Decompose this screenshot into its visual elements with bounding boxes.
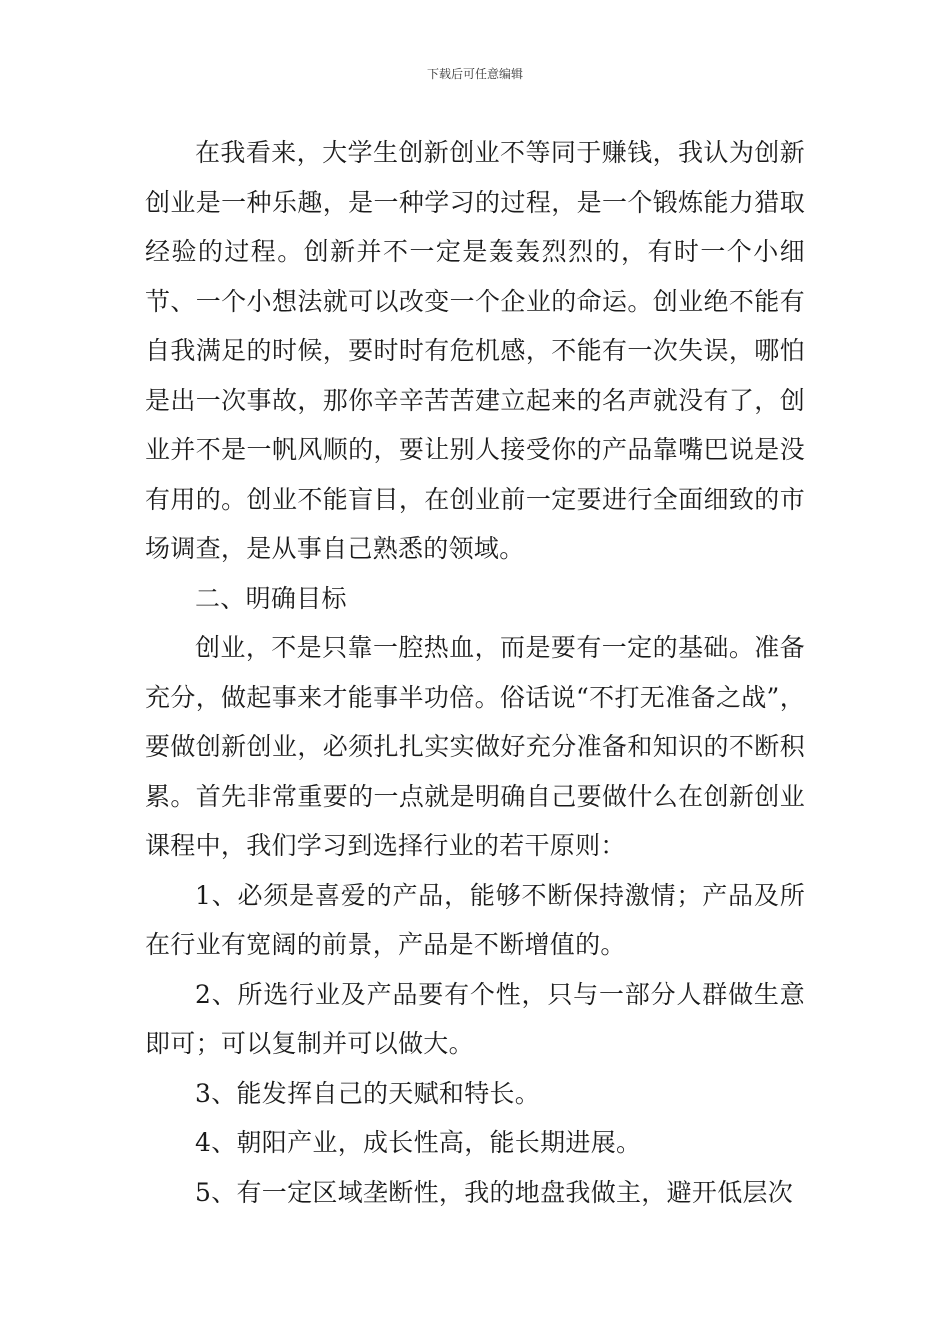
document-body [145,128,805,1217]
list-item-principle-5: 5、有一定区域垄断性，我的地盘我做主，避开低层次 [195,1177,794,1207]
section-heading-clear-goals: 二、明确目标 [195,583,347,613]
paragraph-intro: 在我看来，大学生创新创业不等同于赚钱，我认为创新创业是一种乐趣，是一种学习的过程，是一个锻炼能力猎取经验的过程。创新并不一定是轰轰烈烈的，有时一个小细节、一个小想法就可以改变一个企业的命运。创业绝不能有自我满足的时候，要时时有危机感，不能有一次失误，哪怕是出一次事故，那你辛辛苦苦建立起来的名声就没有了，创业并不是一帆风顺的，要让别人接受你的产品靠嘴巴说是没有用的。创业不能盲目，在创业前一定要进行全面细致的市场调查，是从事自己熟悉的领域。 [145,138,805,563]
list-item-principle-1: 1、必须是喜爱的产品，能够不断保持激情；产品及所在行业有宽阔的前景，产品是不断增值的。 [145,880,805,959]
list-item-principle-4: 4、朝阳产业，成长性高，能长期进展。 [195,1128,642,1157]
page-header: 下载后可任意编辑 [426,67,523,81]
list-item-principle-3: 3、能发挥自己的天赋和特长。 [195,1078,541,1108]
list-item-principle-2: 2、所选行业及产品要有个性，只与一部分人群做生意即可；可以复制并可以做大。 [145,979,805,1058]
paragraph-goals: 创业，不是只靠一腔热血，而是要有一定的基础。准备充分，做起事来才能事半功倍。俗话说“不打无准备之战”，要做创新创业，必须扎扎实实做好充分准备和知识的不断积累。首先非常重要的一点就是明确自己要做什么在创新创业课程中，我们学习到选择行业的若干原则： [145,633,805,860]
